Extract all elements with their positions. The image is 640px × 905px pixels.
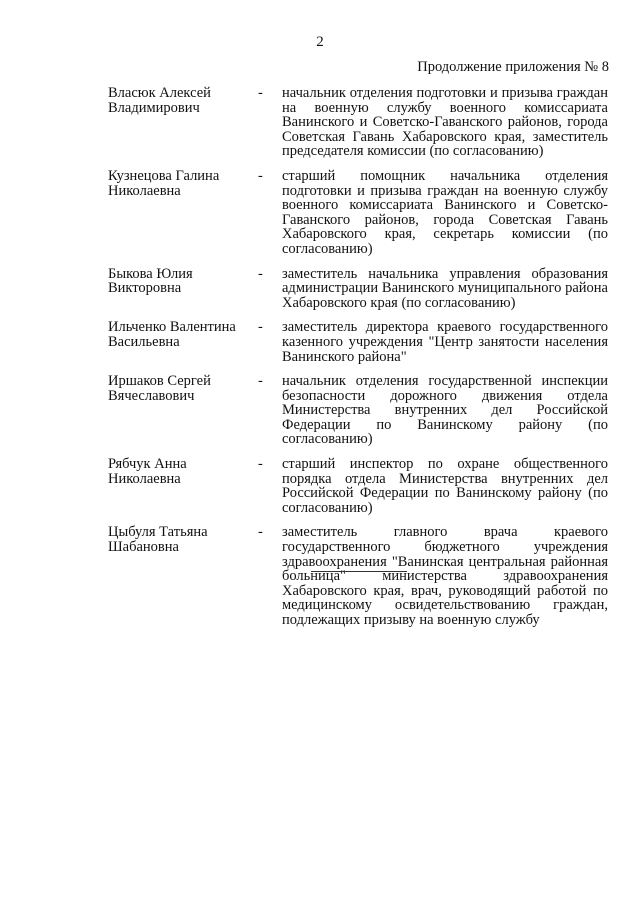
member-row (108, 374, 608, 447)
member-row (108, 525, 608, 627)
member-row (108, 457, 608, 515)
member-dash: - (258, 319, 263, 336)
member-row (108, 169, 608, 257)
member-name: Иршаков Сергей Вячеславович (108, 373, 211, 404)
commission-members-list (108, 86, 608, 628)
member-dash: - (258, 167, 263, 184)
member-position: заместитель начальника управления образования администрации Ванинского муниципального района Хабаровского края (по согласованию) (282, 265, 608, 311)
document-end-line (311, 571, 407, 572)
member-position: начальник отделения подготовки и призыва граждан на военную службу военного комиссариата Ванинского и Советско-Гаванского районов, города Советская Гавань Хабаровского края, заместитель председателя комиссии (по согласованию) (282, 85, 608, 160)
page-number: 2 (316, 34, 324, 50)
member-position: старший помощник начальника отделения подготовки и призыва граждан на военную службу военного комиссариата Ванинского и Советско-Гаванского районов, города Советская Гавань Хабаровского края, секретарь комиссии (по согласованию) (282, 167, 608, 257)
member-row (108, 320, 608, 364)
member-position: начальник отделения государственной инспекции безопасности дорожного движения отдела Министерства внутренних дел Российской Федерации по Ванинскому району (по согласованию) (282, 373, 608, 448)
member-dash: - (258, 456, 263, 473)
member-dash: - (258, 373, 263, 390)
appendix-continuation-label: Продолжение приложения № 8 (417, 59, 609, 75)
member-name: Рябчук Анна Николаевна (108, 456, 187, 487)
member-name: Цыбуля Татьяна Шабановна (108, 524, 208, 556)
member-dash: - (258, 524, 263, 541)
member-position: заместитель директора краевого государственного казенного учреждения "Центр занятости населения Ванинского района" (282, 319, 608, 365)
member-dash: - (258, 265, 263, 282)
member-row (108, 86, 608, 159)
member-name: Быкова Юлия Викторовна (108, 265, 193, 297)
member-name: Кузнецова Галина Николаевна (108, 167, 220, 199)
member-name: Власюк Алексей Владимирович (108, 85, 211, 116)
member-name: Ильченко Валентина Васильевна (108, 319, 236, 350)
member-position: заместитель главного врача краевого государственного бюджетного учреждения здравоохранения "Ванинская центральная районная больница" министерства здравоохранения Хабаровского края, врач, руководящий работой по медицинскому освидетельствованию граждан, подлежащих призыву на военную службу (282, 524, 608, 628)
member-position: старший инспектор по охране общественного порядка отдела Министерства внутренних дел Российской Федерации по Ванинскому району (по согласованию) (282, 456, 608, 516)
member-dash: - (258, 85, 263, 101)
member-row (108, 267, 608, 311)
